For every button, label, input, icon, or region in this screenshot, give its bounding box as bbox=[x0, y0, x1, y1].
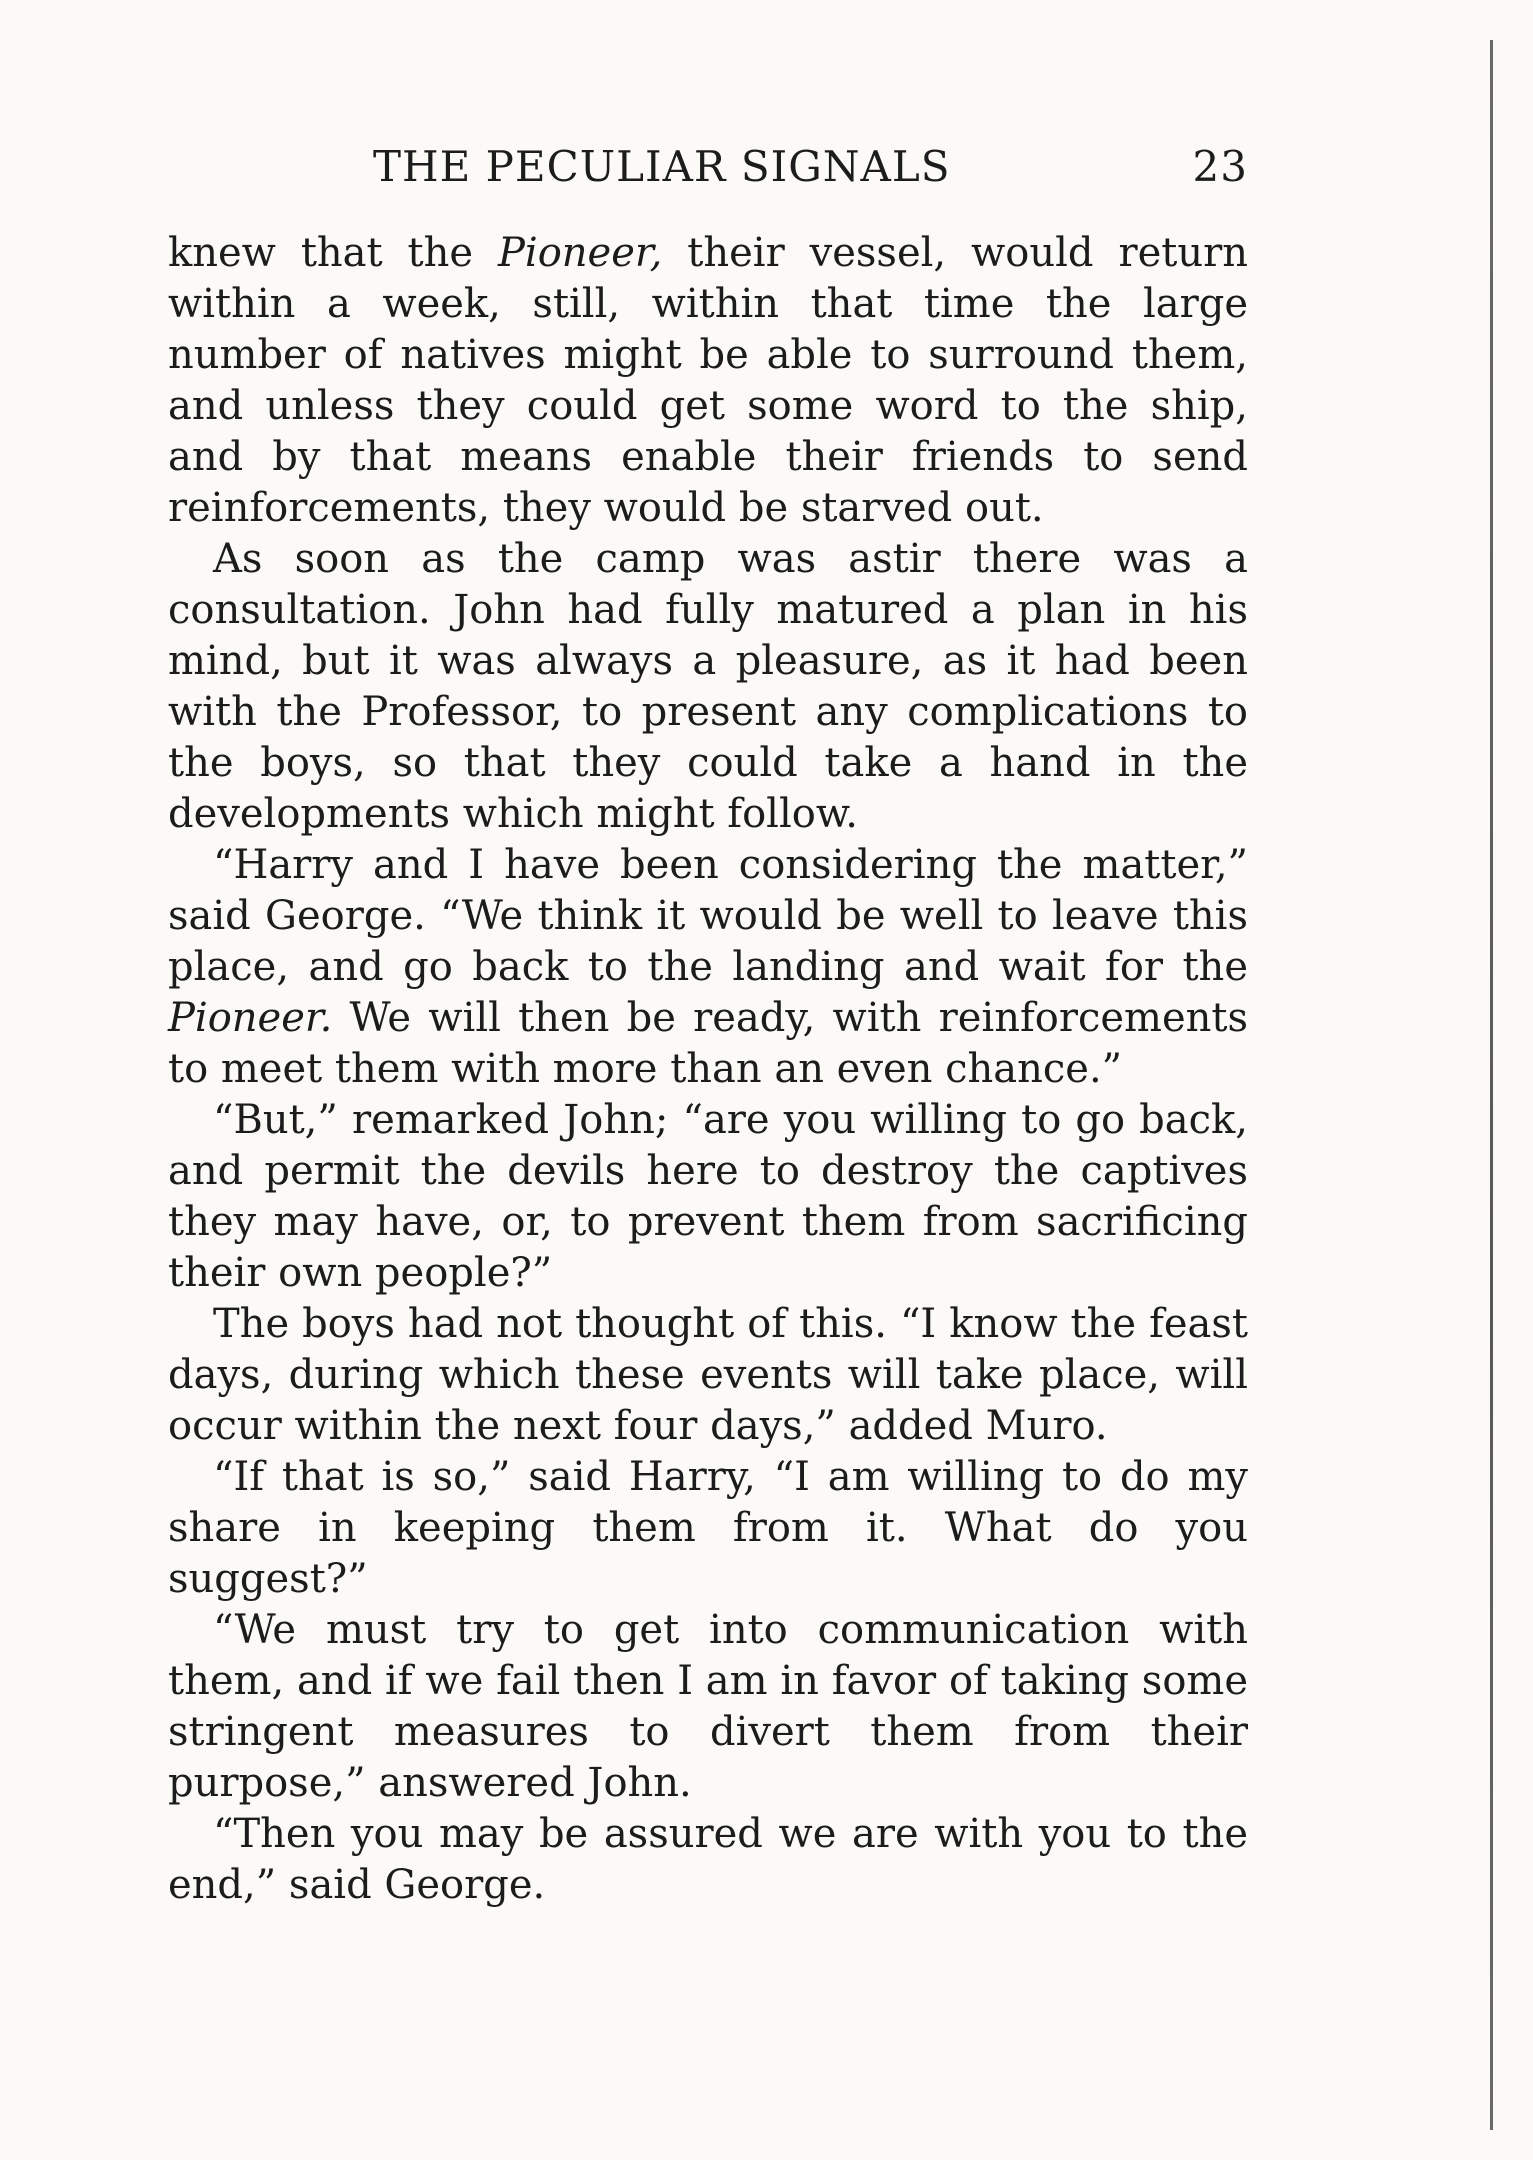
body-text bbox=[168, 228, 1248, 1911]
text-segment: The boys had not thought of this. “I know the feast days, during which these events will take place, will occur within the next four days,” added Muro. bbox=[168, 1301, 1248, 1449]
page-header bbox=[168, 142, 1248, 202]
paragraph bbox=[168, 1605, 1248, 1809]
paragraph bbox=[168, 1299, 1248, 1452]
paragraph bbox=[168, 534, 1248, 840]
italic-text: Pioneer. bbox=[168, 995, 333, 1041]
text-segment: their vessel, would return within a week, still, within that time the large number of natives might be able to surround them, and unless they could get some word to the ship, and by that means enable their friends to send reinforcements, they would be starved out. bbox=[168, 230, 1248, 531]
paragraph bbox=[168, 228, 1248, 534]
text-segment: “Then you may be assured we are with you to the end,” said George. bbox=[168, 1811, 1248, 1908]
text-segment: “If that is so,” said Harry, “I am willing to do my share in keeping them from it. What do you suggest?” bbox=[168, 1454, 1248, 1602]
text-segment: “We must try to get into communication with them, and if we fail then I am in favor of taking some stringent measures to divert them from their purpose,” answered John. bbox=[168, 1607, 1248, 1806]
paragraph bbox=[168, 1809, 1248, 1911]
paragraph bbox=[168, 1095, 1248, 1299]
text-segment: “But,” remarked John; “are you willing to go back, and permit the devils here to destroy the captives they may have, or, to prevent them from sacrificing their own people?” bbox=[168, 1097, 1248, 1296]
page-edge-line bbox=[1490, 40, 1493, 2130]
text-segment: As soon as the camp was astir there was a consultation. John had fully matured a plan in his mind, but it was always a pleasure, as it had been with the Professor, to present any complications to the boys, so that they could take a hand in the developments which might follow. bbox=[168, 536, 1248, 837]
italic-text: Pioneer, bbox=[497, 230, 663, 276]
page-number: 23 bbox=[1192, 142, 1248, 191]
paragraph bbox=[168, 1452, 1248, 1605]
text-segment: “Harry and I have been considering the matter,” said George. “We think it would be well to leave this place, and go back to the landing and wait for the bbox=[168, 842, 1248, 990]
running-title: THE PECULIAR SIGNALS bbox=[373, 142, 951, 191]
text-segment: knew that the bbox=[168, 230, 498, 276]
paragraph bbox=[168, 840, 1248, 1095]
text-segment: We will then be ready, with reinforcements to meet them with more than an even chance.” bbox=[168, 995, 1248, 1092]
